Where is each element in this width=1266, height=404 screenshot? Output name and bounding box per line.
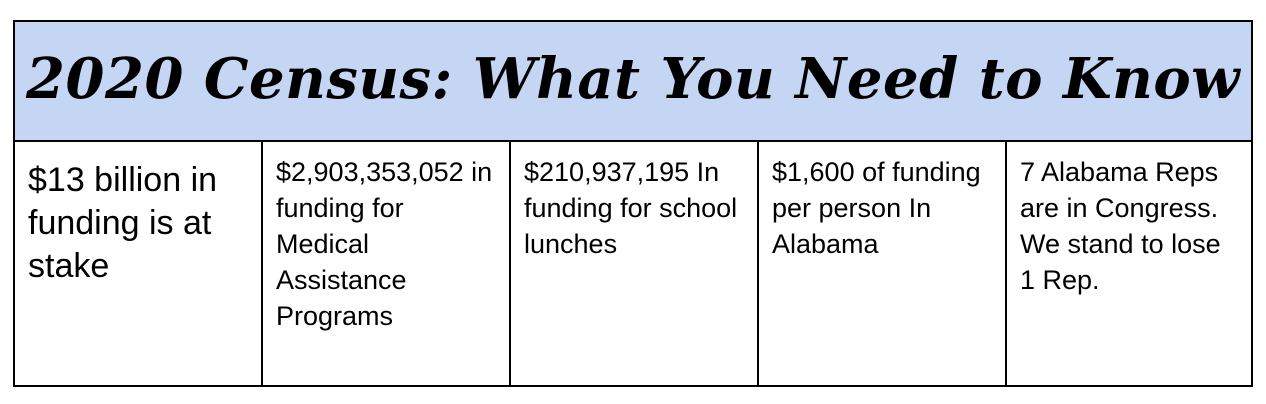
fact-cell-congress-reps: 7 Alabama Reps are in Congress. We stand to lose 1 Rep.	[1020, 157, 1221, 295]
facts-row	[15, 142, 1251, 385]
fact-cell-medical-assistance: $2,903,353,052 in funding for Medical Assistance Programs	[263, 142, 511, 385]
fact-cell-per-person: $1,600 of funding per person In Alabama	[759, 142, 1007, 385]
table-header	[15, 22, 1251, 142]
fact-cell-funding-at-stake: $13 billion in funding is at stake	[15, 142, 263, 385]
fact-cell-school-lunches: $210,937,195 In funding for school lunches	[511, 142, 759, 385]
page-title: 2020 Census: What You Need to Know	[26, 46, 1240, 112]
census-info-table	[13, 20, 1253, 387]
